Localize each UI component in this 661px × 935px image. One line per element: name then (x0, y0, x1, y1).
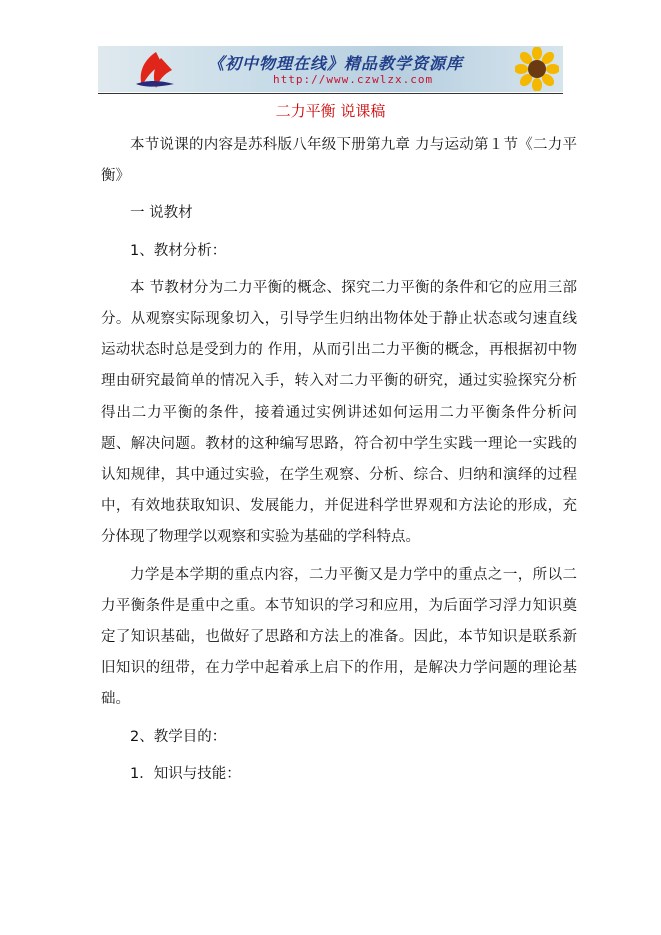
paragraph-importance: 力学是本学期的重点内容，二力平衡又是力学中的重点之一，所以二力平衡条件是重中之重。本节知识的学习和应用，为后面学习浮力知识奠定了知识基础，也做好了思路和方法上的准备。因此，本节知识是联系新旧知识的纽带，在力学中起着承上启下的作用，是解决力学问题的理论基础。 (101, 566, 577, 708)
site-logo-icon (128, 50, 178, 90)
banner-title: 《初中物理在线》精品教学资源库 (208, 54, 464, 73)
document-title: 二力平衡 说课稿 (275, 102, 386, 120)
subheading-objectives: 2、教学目的： (130, 728, 227, 745)
sunflower-icon (515, 47, 559, 91)
header-banner (98, 46, 563, 92)
subheading-knowledge-skills: 1．知识与技能： (130, 765, 241, 782)
header-rule (98, 93, 563, 94)
banner-url[interactable]: http://www.czwlzx.com (273, 73, 434, 86)
section-heading-textbook: 一 说教材 (130, 205, 193, 222)
document-body (101, 130, 577, 790)
intro-paragraph: 本节说课的内容是苏科版八年级下册第九章 力与运动第１节《二力平衡》 (101, 137, 577, 185)
paragraph-analysis: 本 节教材分为二力平衡的概念、探究二力平衡的条件和它的应用三部分。从观察实际现象切入，引导学生归纳出物体处于静止状态或匀速直线运动状态时总是受到力的 作用，从而引出二力平衡的概念，再根据初中物理由研究最简单的情况入手，转入对二力平衡的研究，通过实验探究分析得出二力平衡的条件，接着通过实例讲述如何运用二力平衡条件分析问题、解决问题。教材的这种编写思路，符合初中学生实践一理论一实践的认知规律，其中通过实验，在学生观察、分析、综合、归纳和演绎的过程中，有效地获取知识、发展能力，并促进科学世界观和方法论的形成，充分体现了物理学以观察和实验为基础的学科特点。 (101, 279, 577, 546)
subheading-analysis: 1、教材分析： (130, 242, 227, 259)
